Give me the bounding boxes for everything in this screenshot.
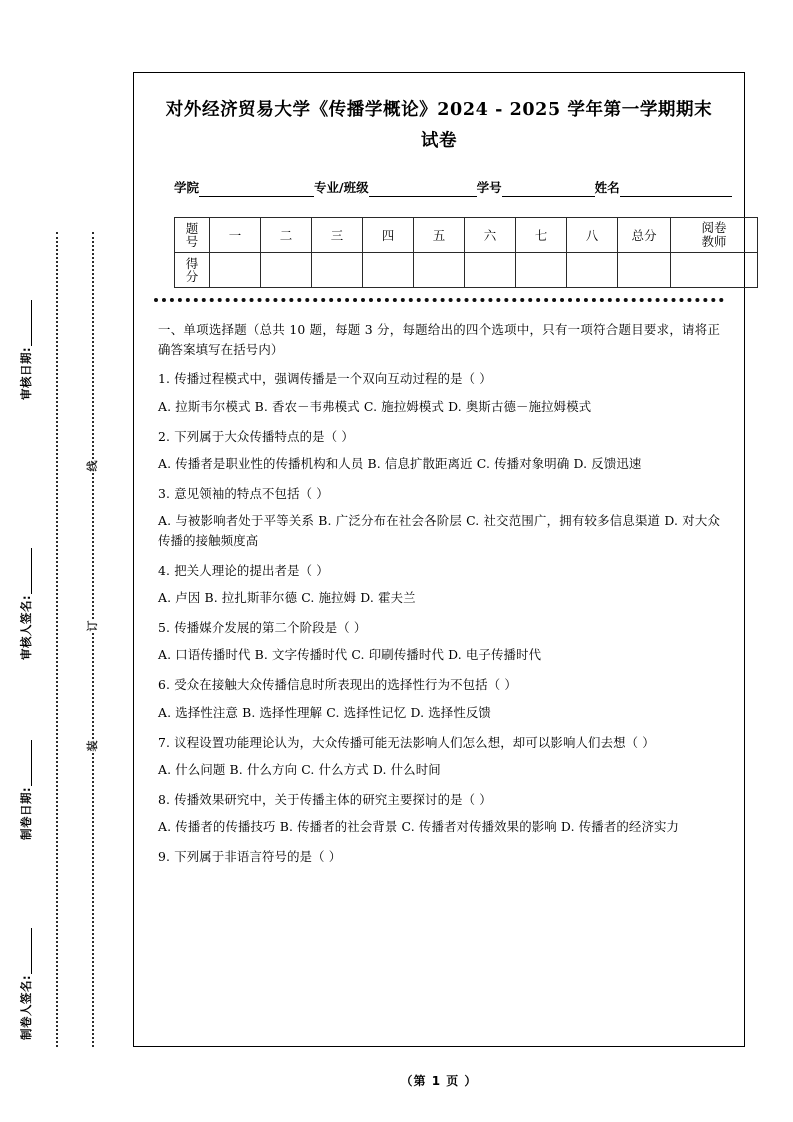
question-6-stem: 6. 受众在接触大众传播信息时所表现出的选择性行为不包括（ ）	[158, 677, 517, 693]
question-1-options: A. 拉斯韦尔模式 B. 香农－韦弗模式 C. 施拉姆模式 D. 奥斯古德－施拉姆模式	[158, 398, 592, 414]
question-7-stem: 7. 议程设置功能理论认为，大众传播可能无法影响人们怎么想，却可以影响人们去想（ ）	[158, 734, 655, 750]
question-7-options: A. 什么问题 B. 什么方向 C. 什么方式 D. 什么时间	[158, 761, 441, 777]
row-header-score: 得 分	[175, 253, 210, 288]
col-header-7: 七	[516, 218, 567, 253]
dotted-separator	[154, 298, 724, 308]
score-cell-7[interactable]	[516, 253, 567, 288]
student-name-input-blank[interactable]	[620, 183, 732, 197]
paper-maker-signature-blank	[21, 928, 32, 974]
review-date-label: 审核日期:	[18, 300, 34, 400]
reviewer-signature-blank	[21, 548, 32, 594]
score-cell-8[interactable]	[567, 253, 618, 288]
question-3-stem: 3. 意见领袖的特点不包括（ ）	[158, 485, 329, 501]
major-class-input-blank[interactable]	[369, 183, 477, 197]
question-2-stem: 2. 下列属于大众传播特点的是（ ）	[158, 428, 354, 444]
page-title: 对外经济贸易大学《传播学概论》2024 - 2025 学年第一学期期末试卷	[165, 100, 713, 151]
col-header-total: 总分	[618, 218, 671, 253]
score-cell-3[interactable]	[312, 253, 363, 288]
question-9-stem: 9. 下列属于非语言符号的是（ ）	[158, 849, 342, 865]
student-info-name: 姓名	[595, 178, 732, 197]
student-info-id: 学号	[477, 178, 595, 197]
binding-char-xian: 线	[81, 459, 103, 473]
col-header-2: 二	[261, 218, 312, 253]
student-info-college: 学院	[174, 178, 314, 197]
score-cell-4[interactable]	[363, 253, 414, 288]
question-1-stem: 1. 传播过程模式中，强调传播是一个双向互动过程的是（ ）	[158, 371, 492, 387]
score-cell-total[interactable]	[618, 253, 671, 288]
col-header-6: 六	[465, 218, 516, 253]
score-summary-table	[174, 217, 758, 288]
question-body	[158, 320, 720, 867]
table-row-scores	[175, 253, 758, 288]
row-header-question-no: 题 号	[175, 218, 210, 253]
binding-dotted-line-outer	[56, 232, 58, 1047]
page-number-label: （第 1 页 ）	[400, 1074, 478, 1088]
score-cell-1[interactable]	[210, 253, 261, 288]
question-4-stem: 4. 把关人理论的提出者是（ ）	[158, 563, 329, 579]
question-3-options: A. 与被影响者处于平等关系 B. 广泛分布在社会各阶层 C. 社交范围广，拥有较多信息渠道 D. 对大众传播的接触频度高	[158, 512, 720, 548]
reviewer-signature-label: 审核人签名:	[18, 548, 34, 660]
col-header-4: 四	[363, 218, 414, 253]
question-8-options: A. 传播者的传播技巧 B. 传播者的社会背景 C. 传播者对传播效果的影响 D. 传播者的经济实力	[158, 818, 680, 834]
question-5-options: A. 口语传播时代 B. 文字传播时代 C. 印刷传播时代 D. 电子传播时代	[158, 647, 542, 663]
page-footer	[133, 1072, 745, 1089]
score-cell-5[interactable]	[414, 253, 465, 288]
paper-maker-signature-label: 制卷人签名:	[18, 928, 34, 1040]
section-heading-multiple-choice: 一、单项选择题（总共 10 题，每题 3 分，每题给出的四个选项中，只有一项符合题目要求，请将正确答案填写在括号内）	[158, 322, 720, 358]
paper-made-date-label: 制卷日期:	[18, 740, 34, 840]
paper-made-date-blank	[21, 740, 32, 786]
binding-dotted-line-inner	[92, 232, 94, 1047]
score-cell-2[interactable]	[261, 253, 312, 288]
review-date-blank	[21, 300, 32, 346]
col-header-grading-teacher: 阅卷 教师	[671, 218, 758, 253]
question-2-options: A. 传播者是职业性的传播机构和人员 B. 信息扩散距离近 C. 传播对象明确 D. 反馈迅速	[158, 455, 642, 471]
col-header-3: 三	[312, 218, 363, 253]
question-4-options: A. 卢因 B. 拉扎斯菲尔德 C. 施拉姆 D. 霍夫兰	[158, 590, 416, 606]
binding-char-zhuang: 装	[81, 739, 103, 753]
question-5-stem: 5. 传播媒介发展的第二个阶段是（ ）	[158, 620, 367, 636]
student-info-row	[174, 178, 716, 197]
student-id-input-blank[interactable]	[502, 183, 595, 197]
score-cell-grading-teacher[interactable]	[671, 253, 758, 288]
table-row-question-numbers	[175, 218, 758, 253]
exam-page-frame	[133, 72, 745, 1047]
question-6-options: A. 选择性注意 B. 选择性理解 C. 选择性记忆 D. 选择性反馈	[158, 704, 491, 720]
col-header-5: 五	[414, 218, 465, 253]
score-cell-6[interactable]	[465, 253, 516, 288]
binding-char-ding: 订	[81, 619, 103, 633]
col-header-8: 八	[567, 218, 618, 253]
question-8-stem: 8. 传播效果研究中，关于传播主体的研究主要探讨的是（ ）	[158, 791, 492, 807]
col-header-1: 一	[210, 218, 261, 253]
college-input-blank[interactable]	[199, 183, 314, 197]
binding-margin-sidebar	[0, 0, 133, 1122]
student-info-major: 专业/班级	[314, 178, 477, 197]
